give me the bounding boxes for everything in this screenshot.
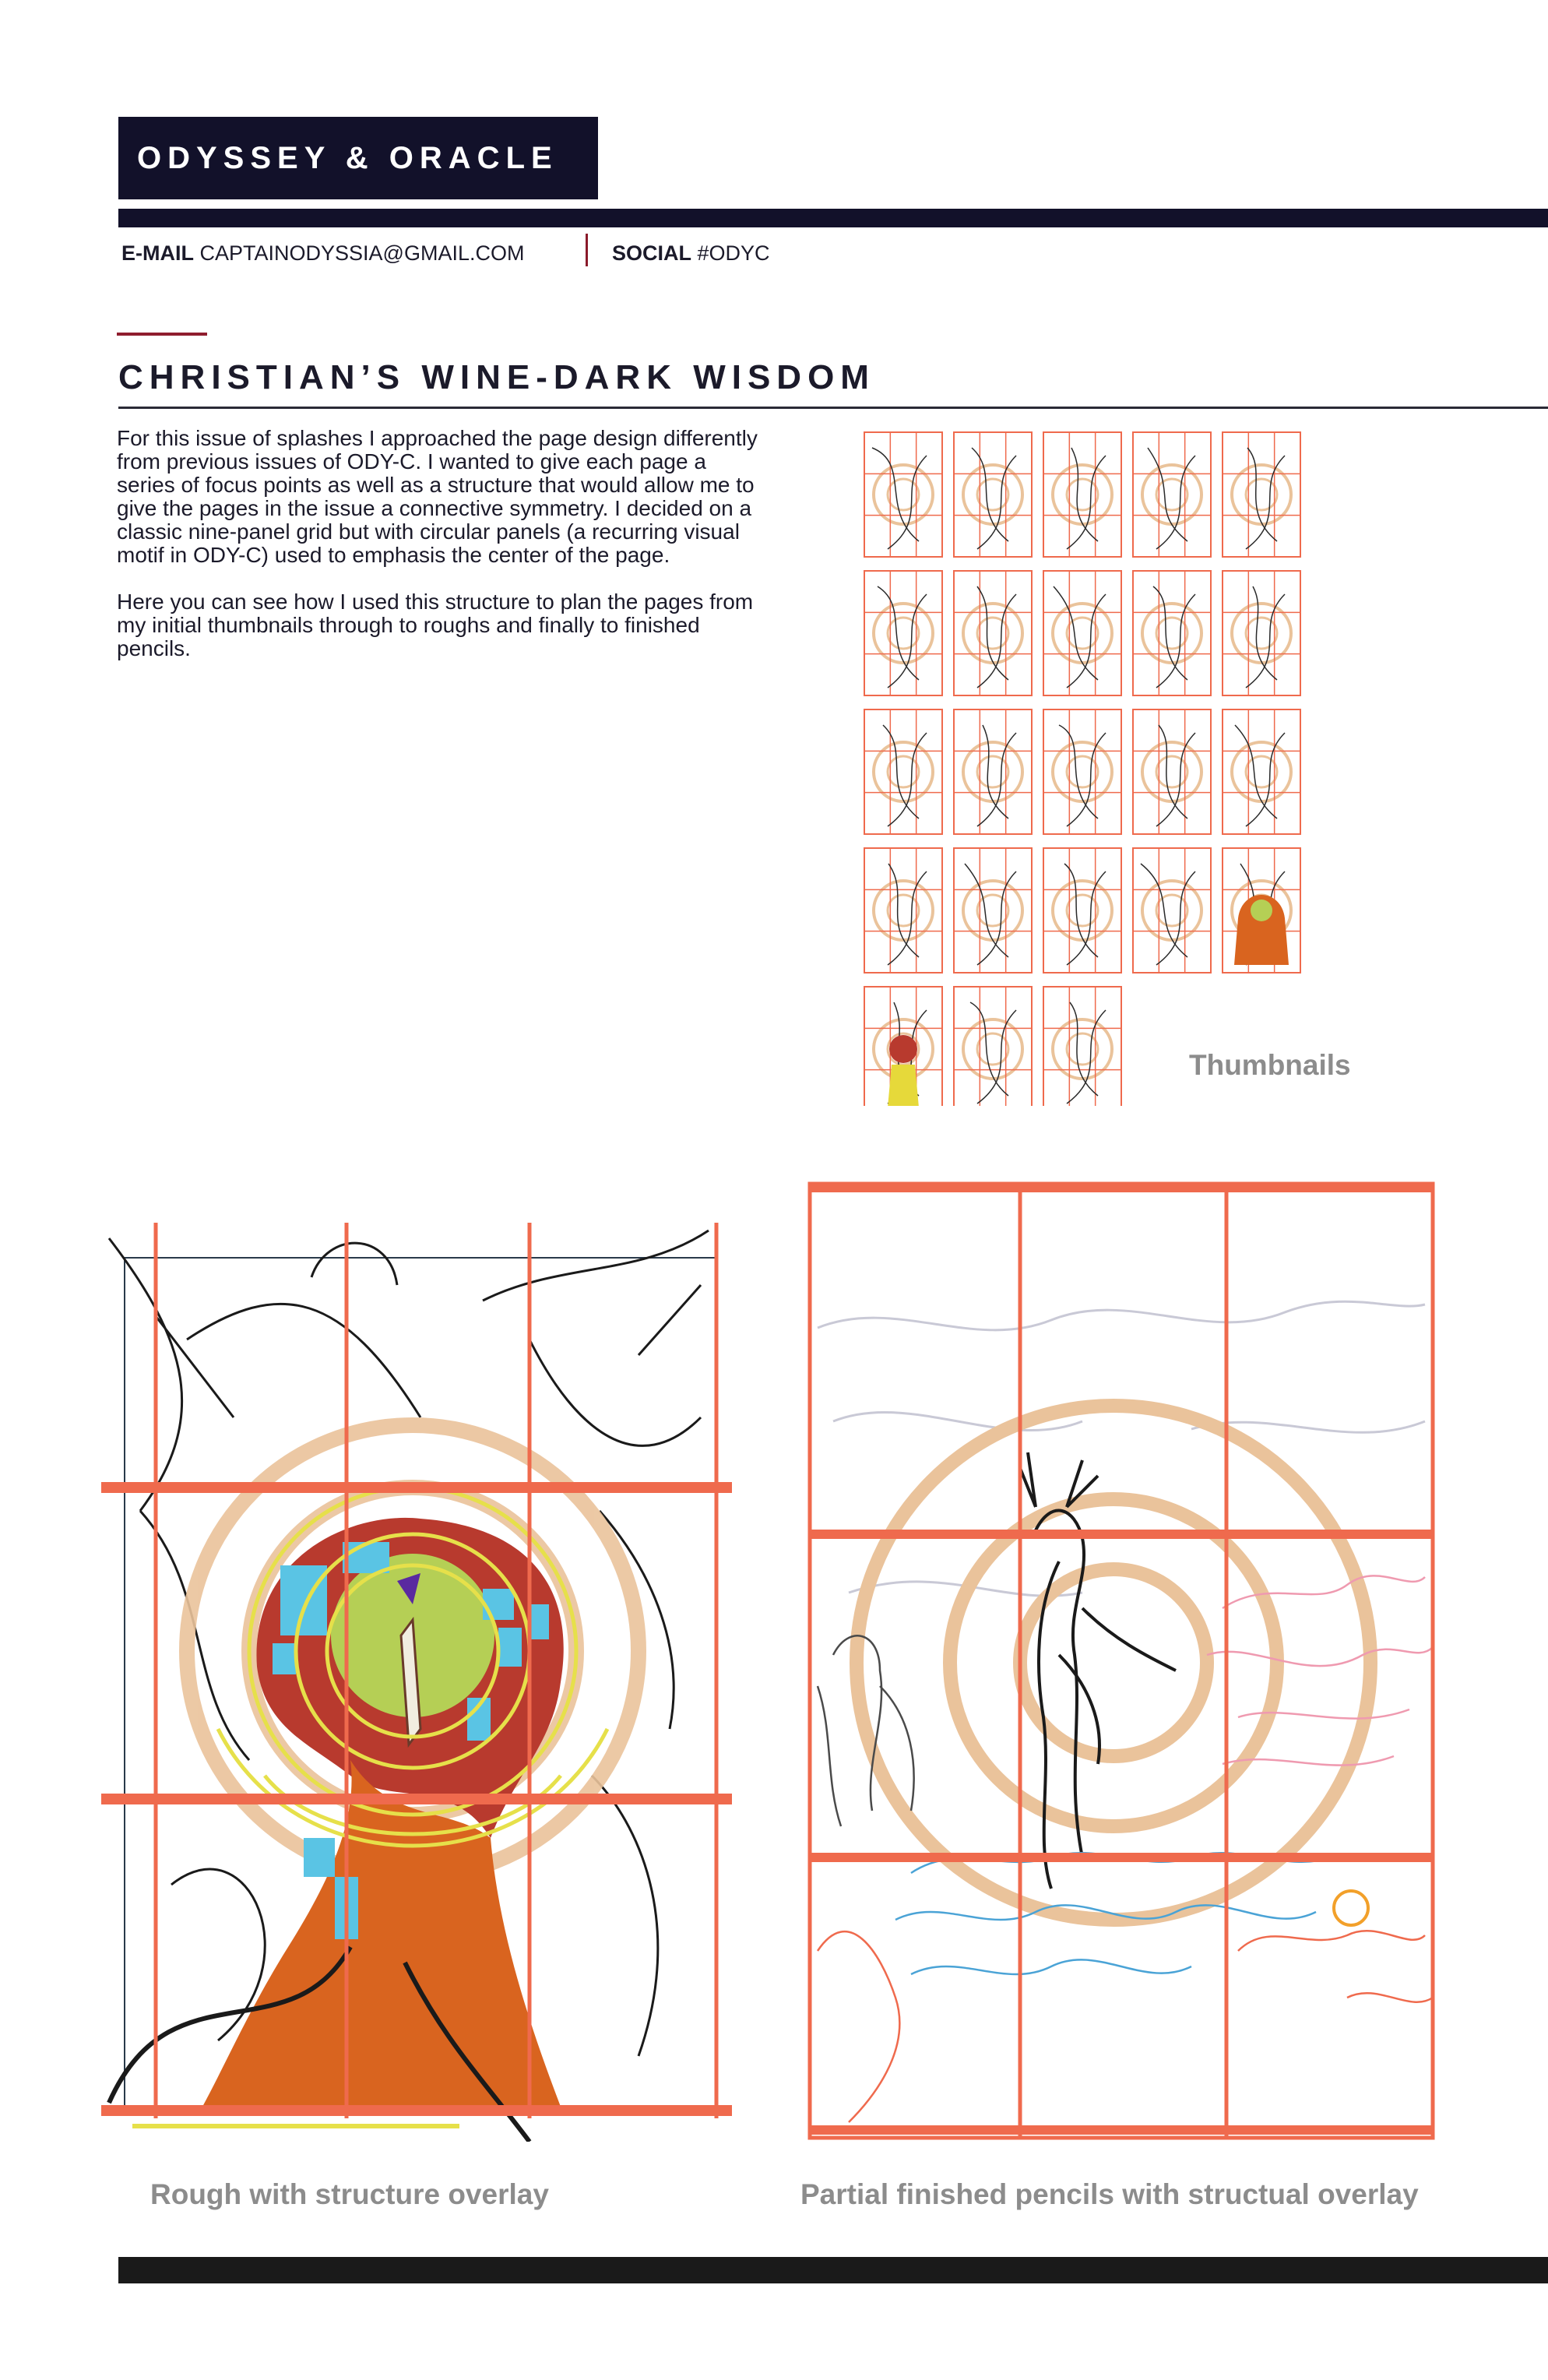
- thumbnail-page: [954, 709, 1032, 834]
- rough-artwork: [93, 1184, 732, 2142]
- social-label: SOCIAL: [612, 241, 692, 265]
- thumbnail-page: [1133, 432, 1211, 557]
- email-label: E-MAIL: [121, 241, 194, 265]
- social-contact[interactable]: [612, 234, 770, 273]
- thumbnail-page: [1223, 571, 1300, 695]
- thumbnail-page: [864, 848, 942, 973]
- thumbnail-page: [864, 987, 942, 1106]
- thumbnail-page: [1043, 848, 1121, 973]
- header-rule: [118, 209, 1548, 227]
- thumbnail-page: [1043, 432, 1121, 557]
- pencils-artwork: [802, 1172, 1441, 2146]
- thumbnail-page: [954, 848, 1032, 973]
- banner-title: ODYSSEY & ORACLE: [137, 141, 558, 175]
- thumbnail-page: [1133, 848, 1211, 973]
- thumbnail-page: [954, 987, 1032, 1106]
- thumbnail-page: [1133, 571, 1211, 695]
- thumbnail-page: [954, 432, 1032, 557]
- caption-pencils: Partial finished pencils with structual overlay: [800, 2178, 1419, 2210]
- thumbnail-page: [1223, 432, 1300, 557]
- publication-banner: [118, 117, 598, 199]
- thumbnail-page: [1223, 709, 1300, 834]
- contact-divider: [586, 234, 588, 266]
- thumbnail-page: [1133, 709, 1211, 834]
- email-contact[interactable]: [121, 234, 524, 273]
- caption-thumbnails: Thumbnails: [1189, 1049, 1351, 1081]
- paragraph-2: Here you can see how I used this structure to plan the pages from my initial thumbnails through to roughs and finally to finished pencils.: [117, 590, 754, 660]
- footer-rule: [118, 2257, 1548, 2283]
- caption-rough: Rough with structure overlay: [150, 2178, 549, 2210]
- thumbnail-page: [1043, 987, 1121, 1106]
- thumbnail-page: [864, 432, 942, 557]
- heading-rule: [118, 407, 1548, 409]
- social-value: #ODYC: [697, 241, 770, 265]
- paragraph-1: For this issue of splashes I approached the page design differently from previous issues of ODY-C. I wanted to give each page a series of focus points as well as a structure that would allow me to give the pages in the issue a connective symmetry. I decided on a classic nine-panel grid but with circular panels (a recurring visual motif in ODY-C) used to emphasis the center of the page.: [117, 426, 758, 567]
- email-value: CAPTAINODYSSIA@GMAIL.COM: [199, 241, 525, 265]
- thumbnail-page: [1043, 571, 1121, 695]
- thumbnails-image: [857, 421, 1308, 1106]
- thumbnail-page: [1223, 848, 1300, 973]
- thumbnail-page: [864, 571, 942, 695]
- thumbnail-page: [1043, 709, 1121, 834]
- heading-accent: [117, 333, 207, 336]
- article-body: [117, 427, 763, 684]
- thumbnail-page: [954, 571, 1032, 695]
- article-heading: CHRISTIAN’S WINE-DARK WISDOM: [118, 358, 875, 396]
- thumbnail-page: [864, 709, 942, 834]
